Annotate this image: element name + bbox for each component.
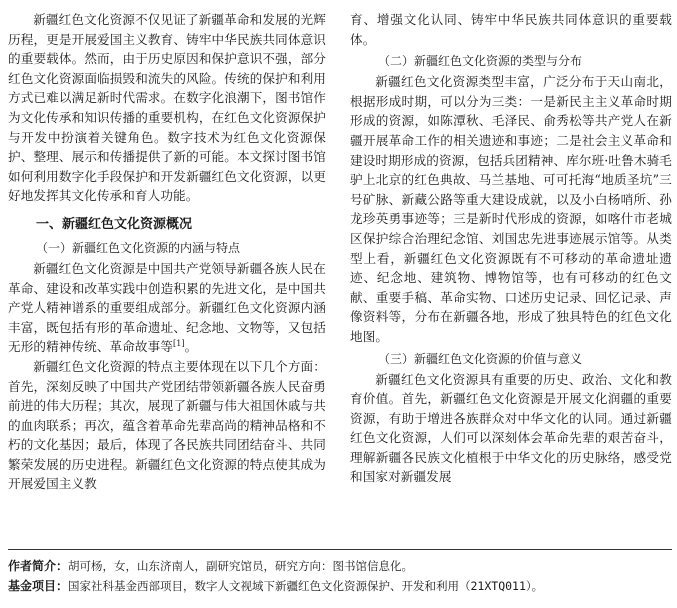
- subsection-1-paragraph-1: [8, 259, 326, 357]
- fund-note: [8, 576, 672, 596]
- right-column: [350, 10, 672, 487]
- section-heading: 一、新疆红色文化资源概况: [36, 216, 193, 232]
- author-note: [8, 556, 672, 576]
- paragraph-text-end: 。: [184, 339, 198, 355]
- subsection-3-paragraph: 新疆红色文化资源具有重要的历史、政治、文化和教育价值。首先，新疆红色文化资源是开展文化润疆的重要资源，有助于增进各族群众对中华文化的认同。通过新疆红色文化资源，人们可以深刻体会革命先辈的艰苦奋斗，理解新疆各民族文化植根于中华文化的历史脉络，感受党和国家对新疆发展: [350, 371, 672, 485]
- fund-label: 基金项目：: [8, 579, 69, 593]
- subsection-3-heading: （三）新疆红色文化资源的价值与意义: [378, 351, 583, 366]
- subsection-1-heading: （一）新疆红色文化资源的内涵与特点: [36, 240, 241, 255]
- citation-mark: [1]: [173, 339, 185, 349]
- author-label: 作者简介：: [8, 559, 69, 573]
- author-text: 胡可杨，女，山东济南人，副研究馆员，研究方向：图书馆信息化。: [68, 559, 414, 573]
- continued-text: 育、增强文化认同、铸牢中华民族共同体意识的重要载体。: [350, 12, 672, 47]
- paragraph-text: 新疆红色文化资源是中国共产党领导新疆各族人民在革命、建设和改革实践中创造积累的先进文化，是中国共产党人精神谱系的重要组成部分。新疆红色文化资源内涵丰富，既包括有形的革命遗址、纪念地、文物等，又包括无形的精神传统、革命故事等: [8, 260, 326, 355]
- subsection-1-paragraph-2: 新疆红色文化资源的特点主要体现在以下几个方面：首先，深刻反映了中国共产党团结带领新疆各族人民奋勇前进的伟大历程；其次，展现了新疆与伟大祖国休戚与共的血肉联系；再次，蕴含着革命先辈高尚的精神品格和不朽的文化基因；最后，体现了各民族共同团结奋斗、共同繁荣发展的历史进程。新疆红色文化资源的特点使其成为开展爱国主义教: [8, 358, 326, 492]
- subsection-2-heading: （二）新疆红色文化资源的类型与分布: [378, 54, 583, 69]
- left-column: [8, 10, 326, 494]
- footnote-block: [8, 549, 672, 596]
- intro-paragraph: 新疆红色文化资源不仅见证了新疆革命和发展的光辉历程，更是开展爱国主义教育、铸牢中华民族共同体意识的重要载体。然而，由于历史原因和保护意识不强，部分红色文化资源面临损毁和流失的风险。传统的保护和利用方式已难以满足新时代需求。在数字化浪潮下，图书馆作为文化传承和知识传播的重要机构，在红色文化资源保护与开发中扮演着关键角色。数字技术为红色文化资源保护、整理、展示和传播提供了新的可能。本文探讨图书馆如何利用数字化手段保护和开发新疆红色文化资源，以更好地发挥其文化传承和育人功能。: [8, 12, 326, 204]
- fund-text: 国家社科基金西部项目，数字人文视域下新疆红色文化资源保护、开发和利用（21XTQ011）。: [68, 579, 544, 593]
- subsection-2-paragraph: 新疆红色文化资源类型丰富，广泛分布于天山南北，根据形成时期，可以分为三类：一是新民主主义革命时期形成的资源，如陈潭秋、毛泽民、俞秀松等共产党人在新疆开展革命工作的相关遗迹和事迹；二是社会主义革命和建设时期形成的资源，包括兵团精神、库尔班·吐鲁木骑毛驴上北京的红色典故、马兰基地、可可托海“地质圣坑”三号矿脉、新藏公路等重大建设成就，以及小白杨哨所、孙龙珍英勇事迹等；三是新时代形成的资源，如喀什市老城区保护综合治理纪念馆、刘国忠先进事迹展示馆等。从类型上看，新疆红色文化资源既有不可移动的革命遗址遗迹、纪念地、建筑物、博物馆等，也有可移动的红色文献、重要手稿、革命实物、口述历史记录、回忆记录、声像资料等，分布在新疆各地，形成了独具特色的红色文化地图。: [350, 74, 672, 344]
